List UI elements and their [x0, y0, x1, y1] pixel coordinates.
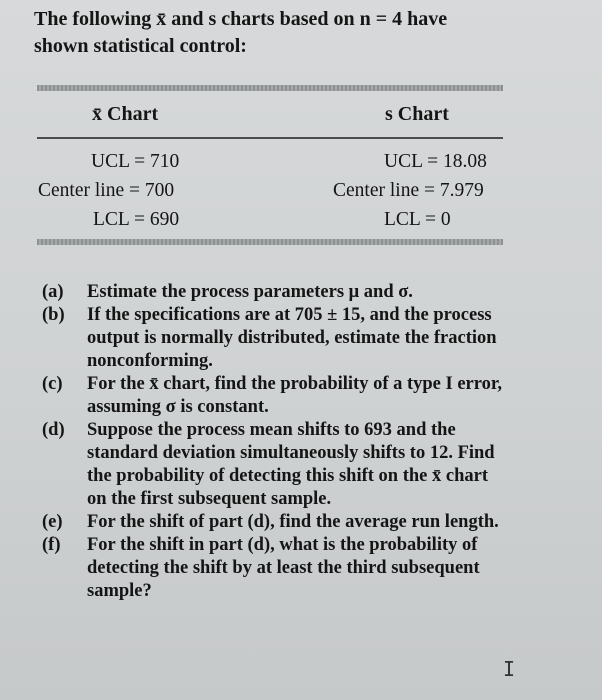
question-letter: (e) — [42, 512, 63, 532]
intro-line-1: The following x̄ and s charts based on n = 4 have — [34, 8, 448, 30]
s-ucl: UCL = 18.08 — [384, 151, 487, 172]
question-f — [42, 534, 512, 603]
question-e — [42, 511, 512, 534]
table-header-rule — [37, 137, 503, 139]
problem-intro — [34, 6, 554, 60]
question-letter: (f) — [42, 535, 61, 555]
question-letter: (b) — [42, 305, 65, 325]
xbar-center-line: Center line = 700 — [38, 180, 175, 201]
question-text: For the x̄ chart, find the probability of a type I error, assuming σ is constant. — [87, 374, 503, 417]
text-cursor-icon: I — [503, 657, 516, 681]
intro-line-2: shown statistical control: — [34, 35, 247, 57]
table-bottom-rule — [37, 239, 503, 245]
s-center-line: Center line = 7.979 — [333, 180, 484, 201]
question-c — [42, 373, 512, 419]
question-letter: (d) — [42, 420, 65, 440]
question-text: If the specifications are at 705 ± 15, and the process output is normally distributed, estimate the fraction nonconforming. — [87, 305, 497, 371]
table-top-rule — [37, 85, 503, 91]
xbar-ucl: UCL = 710 — [91, 151, 180, 172]
question-list — [42, 281, 512, 603]
question-text: For the shift of part (d), find the average run length. — [87, 512, 499, 532]
s-chart-header: s Chart — [385, 103, 449, 125]
xbar-lcl: LCL = 690 — [93, 209, 180, 230]
question-d — [42, 419, 512, 511]
question-text: Suppose the process mean shifts to 693 and the standard deviation simultaneously shifts to 12. Find the probability of detecting this shift on the x̄ chart on the first subsequent sample. — [87, 420, 495, 509]
question-letter: (a) — [42, 282, 64, 302]
question-letter: (c) — [42, 374, 63, 394]
question-text: Estimate the process parameters μ and σ. — [87, 282, 413, 302]
s-lcl: LCL = 0 — [384, 209, 451, 230]
question-a — [42, 281, 512, 304]
question-b — [42, 304, 512, 373]
question-text: For the shift in part (d), what is the probability of detecting the shift by at least the third subsequent sample? — [87, 535, 480, 601]
xbar-chart-header: x̄ Chart — [92, 103, 159, 125]
